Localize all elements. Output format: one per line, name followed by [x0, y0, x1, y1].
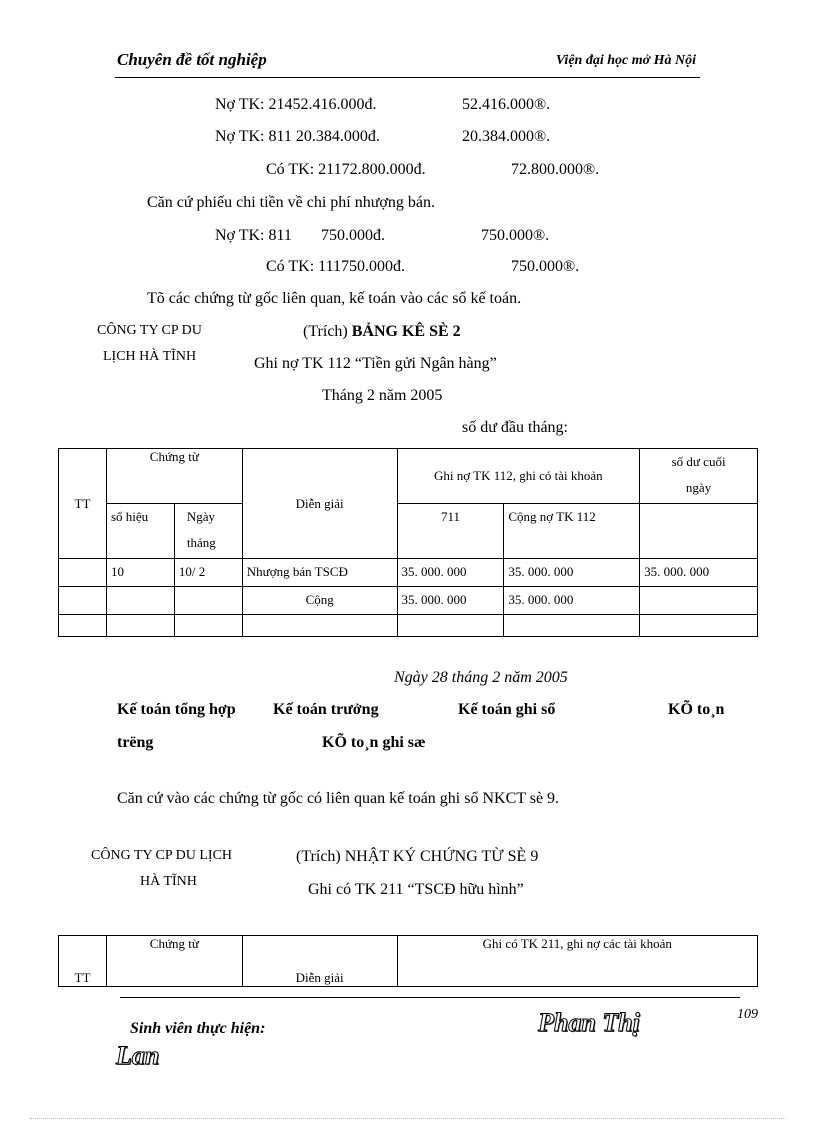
cell-cong-no: 35. 000. 000: [504, 559, 640, 587]
nkct-header-chung-tu: Chứng từ: [106, 936, 242, 987]
nkct-title-prefix: (Trích): [296, 848, 341, 865]
header-title: Chuyên đề tốt nghiệp: [117, 50, 267, 69]
nkct-title-main: NHẬT KÝ CHỨNG TỪ SÈ 9: [344, 848, 539, 865]
header-cong-no: Cộng nợ TK 112: [504, 504, 640, 559]
cell-so-hieu: 10: [106, 559, 174, 587]
signature-date: Ngày 28 tháng 2 năm 2005: [394, 669, 568, 686]
cell-ngay: 10/ 2: [174, 559, 242, 587]
nkct-subtitle: Ghi có TK 211 “TSCĐ hữu hình”: [308, 881, 524, 898]
cell-so-du: 35. 000. 000: [640, 559, 758, 587]
header-divider: [115, 77, 700, 78]
entry-line-5-amount: 750.000®.: [511, 258, 580, 275]
entry-line-5-credit: Có TK: 111750.000đ.: [266, 258, 405, 275]
header-ngay: Ngày: [186, 509, 216, 524]
header-tt: TT: [59, 449, 107, 559]
nkct-company-line-1: CÔNG TY CP DU LỊCH: [91, 848, 233, 863]
cell-dien-giai: Nhượng bán TSCĐ: [242, 559, 397, 587]
nkct-header-ghi-co: Ghi có TK 211, ghi nợ các tài khoản: [397, 936, 757, 987]
paragraph-nkct-basis: Căn cứ vào các chứng từ gốc có liên quan kế toán ghi sổ NKCT sè 9.: [117, 790, 560, 807]
cell-cong-no: 35. 000. 000: [504, 587, 640, 615]
header-dien-giai: Diễn giải: [242, 449, 397, 559]
entry-line-2-debit: Nợ TK: 811 20.384.000đ.: [215, 128, 380, 145]
signature-bookkeeper-legacy: KÕ to¸n ghi sæ: [322, 734, 426, 751]
page-bottom-border: [30, 1118, 786, 1119]
signature-chief-legacy: KÕ to¸n: [668, 701, 725, 718]
header-so-du-line-2: ngày: [685, 480, 712, 495]
signature-chief-accountant: Kế toán trưởng: [273, 701, 379, 718]
footer-student-name-1: Phan Thị: [538, 1008, 640, 1037]
nkct-header-dien-giai: Diễn giải: [242, 936, 397, 987]
entry-line-3-amount: 72.800.000®.: [511, 161, 600, 178]
paragraph-expense-basis: Căn cứ phiếu chi tiền về chi phí nhượng bán.: [147, 194, 435, 211]
footer-student-name-2: Lan: [116, 1041, 160, 1070]
cell-dien-giai: Cộng: [242, 587, 397, 615]
nkct-company-line-2: HÀ TĨNH: [140, 874, 197, 889]
entry-line-3-credit: Có TK: 21172.800.000đ.: [266, 161, 426, 178]
bangke-title-prefix: (Trích): [303, 323, 348, 340]
bangke-table: [58, 448, 758, 637]
header-ngay-thang: [174, 504, 242, 559]
bangke-title: [303, 323, 461, 341]
signature-chief-legacy-2: trëng: [117, 734, 154, 751]
cell-ngay: [174, 587, 242, 615]
signature-bookkeeper: Kế toán ghi sổ: [458, 701, 556, 718]
entry-line-1-amount: 52.416.000®.: [462, 96, 551, 113]
nkct-header-tt: TT: [59, 936, 107, 987]
header-so-hieu: số hiệu: [106, 504, 174, 559]
footer-divider: [120, 997, 740, 998]
entry-line-1-debit: Nợ TK: 21452.416.000đ.: [215, 96, 377, 113]
cell-tt: [59, 559, 107, 587]
company-name-line-2: LỊCH HÀ TĨNH: [103, 349, 197, 364]
footer-student-label: Sinh viên thực hiện:: [130, 1020, 266, 1037]
cell-711: 35. 000. 000: [397, 559, 504, 587]
nkct-title: [296, 848, 538, 866]
bangke-month: Tháng 2 năm 2005: [322, 387, 443, 404]
table-row: [59, 559, 758, 587]
bangke-subtitle: Ghi nợ TK 112 “Tiền gửi Ngân hàng”: [254, 355, 497, 372]
header-so-du-empty: [640, 504, 758, 559]
entry-line-4-value: 750.000đ.: [321, 227, 385, 244]
entry-line-4-amount: 750.000®.: [481, 227, 550, 244]
paragraph-source-docs: Tõ các chứng từ gốc liên quan, kế toán vào các sổ kế toán.: [147, 290, 522, 307]
company-name-line-1: CÔNG TY CP DU: [97, 323, 202, 338]
entry-line-4-debit: Nợ TK: 811: [215, 227, 292, 244]
header-so-du-line-1: số dư cuối: [671, 454, 726, 469]
signature-general-accountant: Kế toán tổng hợp: [117, 701, 236, 718]
cell-so-hieu: [106, 587, 174, 615]
header-so-du: [640, 449, 758, 504]
entry-line-2-amount: 20.384.000®.: [462, 128, 551, 145]
header-711: 711: [397, 504, 504, 559]
header-institution: Viện đại học mở Hà Nội: [555, 53, 696, 68]
page-number: 109: [737, 1007, 758, 1022]
header-thang: tháng: [186, 535, 216, 550]
header-chung-tu: Chứng từ: [106, 449, 242, 504]
cell-tt: [59, 587, 107, 615]
cell-so-du: [640, 587, 758, 615]
table-row-total: [59, 587, 758, 615]
nkct-table: [58, 935, 758, 987]
table-row-empty: [59, 615, 758, 637]
header-ghi-no: Ghi nợ TK 112, ghi có tài khoản: [397, 449, 640, 504]
bangke-title-main: BẢNG KÊ SÈ 2: [351, 323, 461, 340]
bangke-opening-balance: số dư đầu tháng:: [462, 419, 568, 436]
cell-711: 35. 000. 000: [397, 587, 504, 615]
